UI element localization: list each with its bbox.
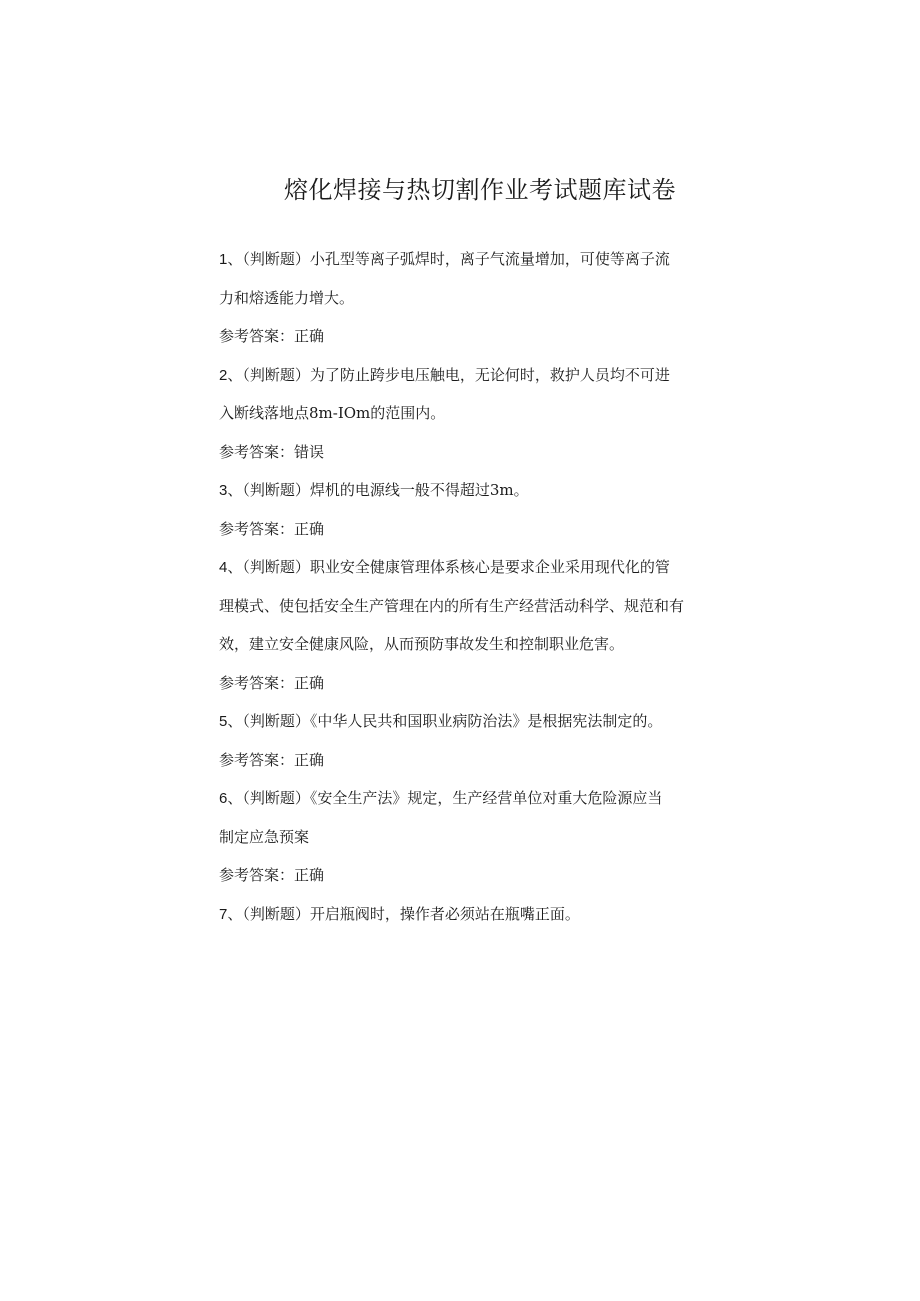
question-number: 2、 xyxy=(219,366,243,384)
question-text-line: 入断线落地点8m-IOm的范围内。 xyxy=(219,404,446,422)
question-number: 4、 xyxy=(219,559,243,576)
question-6 xyxy=(219,779,709,895)
question-text: （判断题）为了防止跨步电压触电，无论何时，救护人员均不可进 xyxy=(242,365,670,384)
answer-line: 参考答案：错误 xyxy=(219,442,325,461)
question-text-line: 力和熔透能力增大。 xyxy=(219,288,355,307)
question-3 xyxy=(219,471,709,548)
answer-line: 参考答案：正确 xyxy=(219,327,325,345)
answer-line: 参考答案：正确 xyxy=(219,519,325,538)
question-1 xyxy=(219,240,709,356)
question-text: （判断题）职业安全健康管理体系核心是要求企业采用现代化的管 xyxy=(242,558,670,576)
answer-line: 参考答案：正确 xyxy=(219,673,325,692)
question-text-line xyxy=(219,548,709,587)
question-text-line xyxy=(219,779,709,818)
question-text-line: 理模式、使包括安全生产管理在内的所有生产经营活动科学、规范和有 xyxy=(219,596,685,615)
question-list xyxy=(219,240,709,933)
question-text-line: 制定应急预案 xyxy=(219,827,310,846)
question-text-line xyxy=(219,240,709,279)
question-number: 3、 xyxy=(219,482,243,499)
question-2 xyxy=(219,356,709,472)
question-number: 7、 xyxy=(219,905,243,923)
question-number: 6、 xyxy=(219,790,243,807)
question-7 xyxy=(219,895,709,934)
question-number: 1、 xyxy=(219,251,243,268)
question-text-line: 效，建立安全健康风险，从而预防事故发生和控制职业危害。 xyxy=(219,635,625,653)
question-text: （判断题）《安全生产法》规定，生产经营单位对重大危险源应当 xyxy=(242,789,663,807)
answer-line: 参考答案：正确 xyxy=(219,750,325,769)
question-5 xyxy=(219,702,709,779)
answer-line: 参考答案：正确 xyxy=(219,866,325,884)
document-title: 熔化焊接与热切割作业考试题库试卷 xyxy=(284,176,676,204)
question-text-line xyxy=(219,356,709,395)
question-text: （判断题）《中华人民共和国职业病防治法》是根据宪法制定的。 xyxy=(242,712,663,730)
question-text: （判断题）焊机的电源线一般不得超过3m。 xyxy=(242,481,529,499)
question-text: （判断题）小孔型等离子弧焊时，离子气流量增加，可使等离子流 xyxy=(242,250,670,268)
question-text-line xyxy=(219,702,709,741)
question-text-line xyxy=(219,895,709,934)
question-text-line xyxy=(219,471,709,510)
question-4 xyxy=(219,548,709,702)
question-text: （判断题）开启瓶阀时，操作者必须站在瓶嘴正面。 xyxy=(242,904,580,923)
question-number: 5、 xyxy=(219,713,243,730)
